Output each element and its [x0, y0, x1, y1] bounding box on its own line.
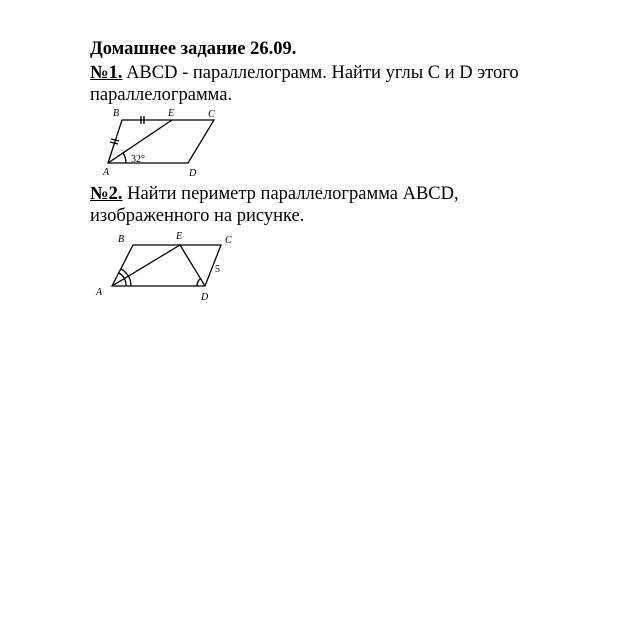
problem-2-number: №2.: [90, 184, 123, 204]
figure-1-label-d: D: [189, 168, 197, 179]
figure-2-side-label: 5: [215, 264, 220, 275]
problem-1-number: №1.: [90, 63, 123, 83]
figure-2-segment-ed: [180, 245, 205, 286]
problem-1-statement: ABCD - параллелограмм. Найти углы C и D этого параллелограмма.: [90, 63, 519, 105]
figure-2-label-c: C: [225, 235, 232, 246]
figure-1-label-a: A: [103, 167, 110, 178]
figure-1-label-b: B: [113, 108, 120, 119]
figure-2-label-b: B: [118, 234, 125, 245]
page-title: Домашнее задание 26.09.: [90, 39, 297, 59]
figure-1-label-c: C: [208, 109, 215, 120]
figure-2-label-a: A: [96, 287, 103, 298]
figure-2-label-e: E: [176, 231, 183, 242]
figure-2-angle-d-arc: [197, 279, 200, 286]
figure-1-label-e: E: [168, 108, 175, 119]
figure-1-angle-label: 32°: [131, 154, 145, 165]
figure-2-parallelogram: [112, 245, 221, 286]
problem-2-statement: Найти периметр параллелограмма ABCD, изображенного на рисунке.: [90, 184, 459, 226]
figure-2-label-d: D: [201, 292, 209, 303]
